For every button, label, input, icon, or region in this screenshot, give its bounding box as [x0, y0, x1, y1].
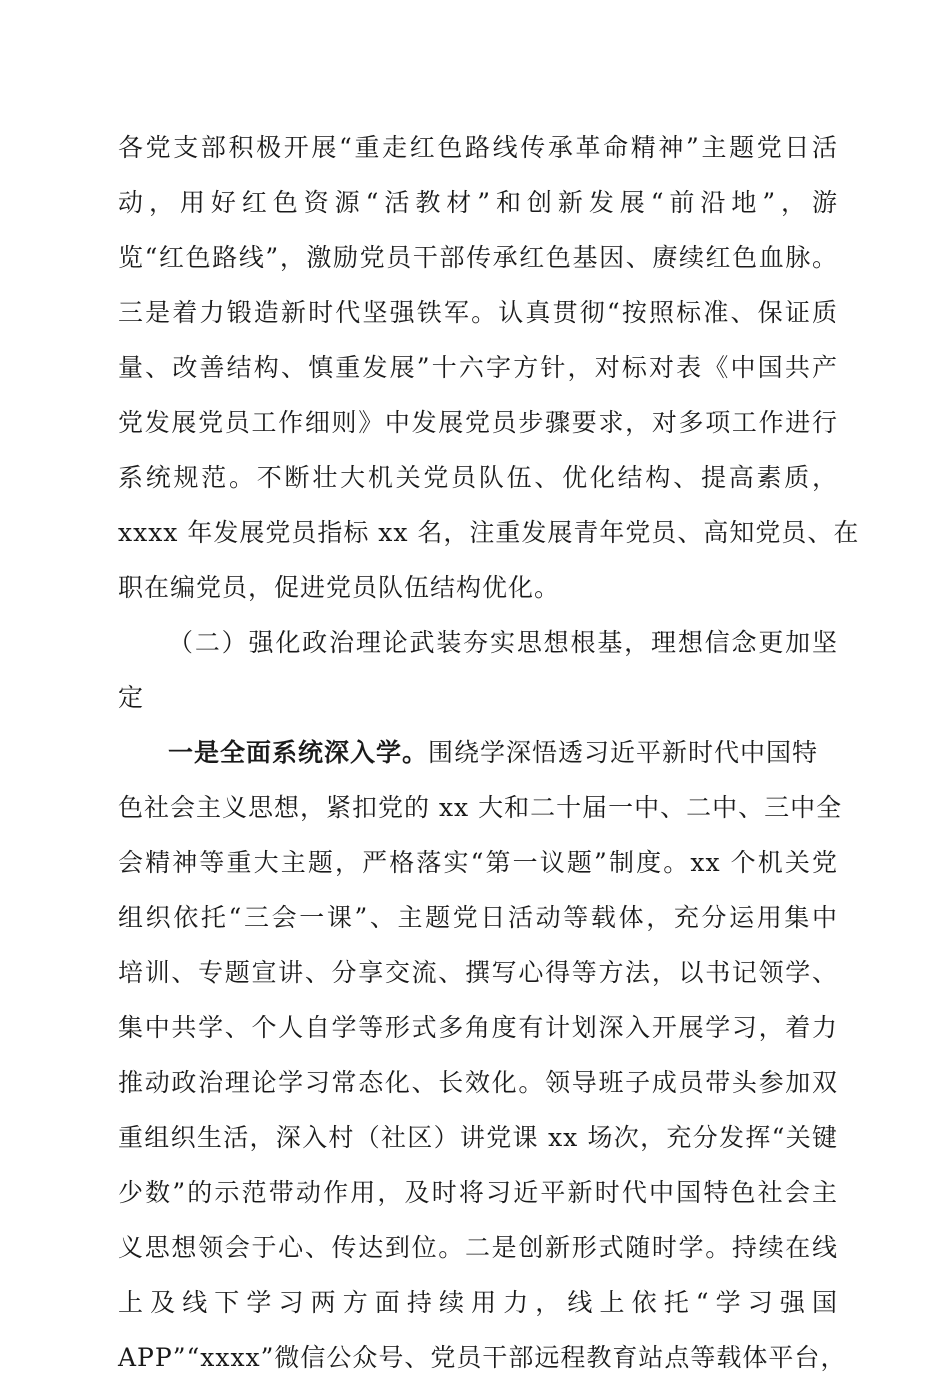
paragraph-text: 围绕学深悟透习近平新时代中国特 — [428, 738, 819, 767]
paragraph-line: 色社会主义思想，紧扣党的 xx 大和二十届一中、二中、三中全 — [118, 793, 843, 822]
paragraph-line: 职在编党员，促进党员队伍结构优化。 — [118, 573, 561, 602]
section-heading-line: 定 — [118, 683, 145, 712]
paragraph-line: 少数”的示范带动作用，及时将习近平新时代中国特色社会主 — [118, 1178, 838, 1207]
paragraph-line: APP”“xxxx”微信公众号、党员干部远程教育站点等载体平台， — [118, 1343, 847, 1372]
paragraph-line: 推动政治理论学习常态化、长效化。领导班子成员带头参加双 — [118, 1068, 838, 1097]
paragraph-line: 义思想领会于心、传达到位。二是创新形式随时学。持续在线 — [118, 1233, 838, 1262]
paragraph-line: 组织依托“三会一课”、主题党日活动等载体，充分运用集中 — [118, 903, 838, 932]
paragraph-line: 上及线下学习两方面持续用力，线上依托“学习强国 — [118, 1288, 838, 1317]
paragraph-line: 党发展党员工作细则》中发展党员步骤要求，对多项工作进行 — [118, 408, 838, 437]
paragraph-line: xxxx 年发展党员指标 xx 名，注重发展青年党员、高知党员、在 — [118, 518, 860, 547]
paragraph-line: 览“红色路线”，激励党员干部传承红色基因、赓续红色血脉。 — [118, 243, 838, 272]
paragraph-line — [168, 733, 838, 773]
lead-phrase: 一是全面系统深入学。 — [168, 738, 429, 767]
paragraph-line: 重组织生活，深入村（社区）讲党课 xx 场次，充分发挥“关键 — [118, 1123, 838, 1152]
paragraph-line: 动，用好红色资源“活教材”和创新发展“前沿地”，游 — [118, 188, 838, 217]
paragraph-line: 量、改善结构、慎重发展”十六字方针，对标对表《中国共产 — [118, 353, 838, 382]
section-heading-line: （二）强化政治理论武装夯实思想根基，理想信念更加坚 — [168, 628, 838, 657]
paragraph-line: 各党支部积极开展“重走红色路线传承革命精神”主题党日活 — [118, 133, 838, 162]
paragraph-line: 三是着力锻造新时代坚强铁军。认真贯彻“按照标准、保证质 — [118, 298, 838, 327]
paragraph-line: 系统规范。不断壮大机关党员队伍、优化结构、提高素质， — [118, 463, 838, 492]
paragraph-line: 会精神等重大主题，严格落实“第一议题”制度。xx 个机关党 — [118, 848, 838, 877]
paragraph-line: 集中共学、个人自学等形式多角度有计划深入开展学习，着力 — [118, 1013, 838, 1042]
paragraph-line: 培训、专题宣讲、分享交流、撰写心得等方法，以书记领学、 — [118, 958, 838, 987]
